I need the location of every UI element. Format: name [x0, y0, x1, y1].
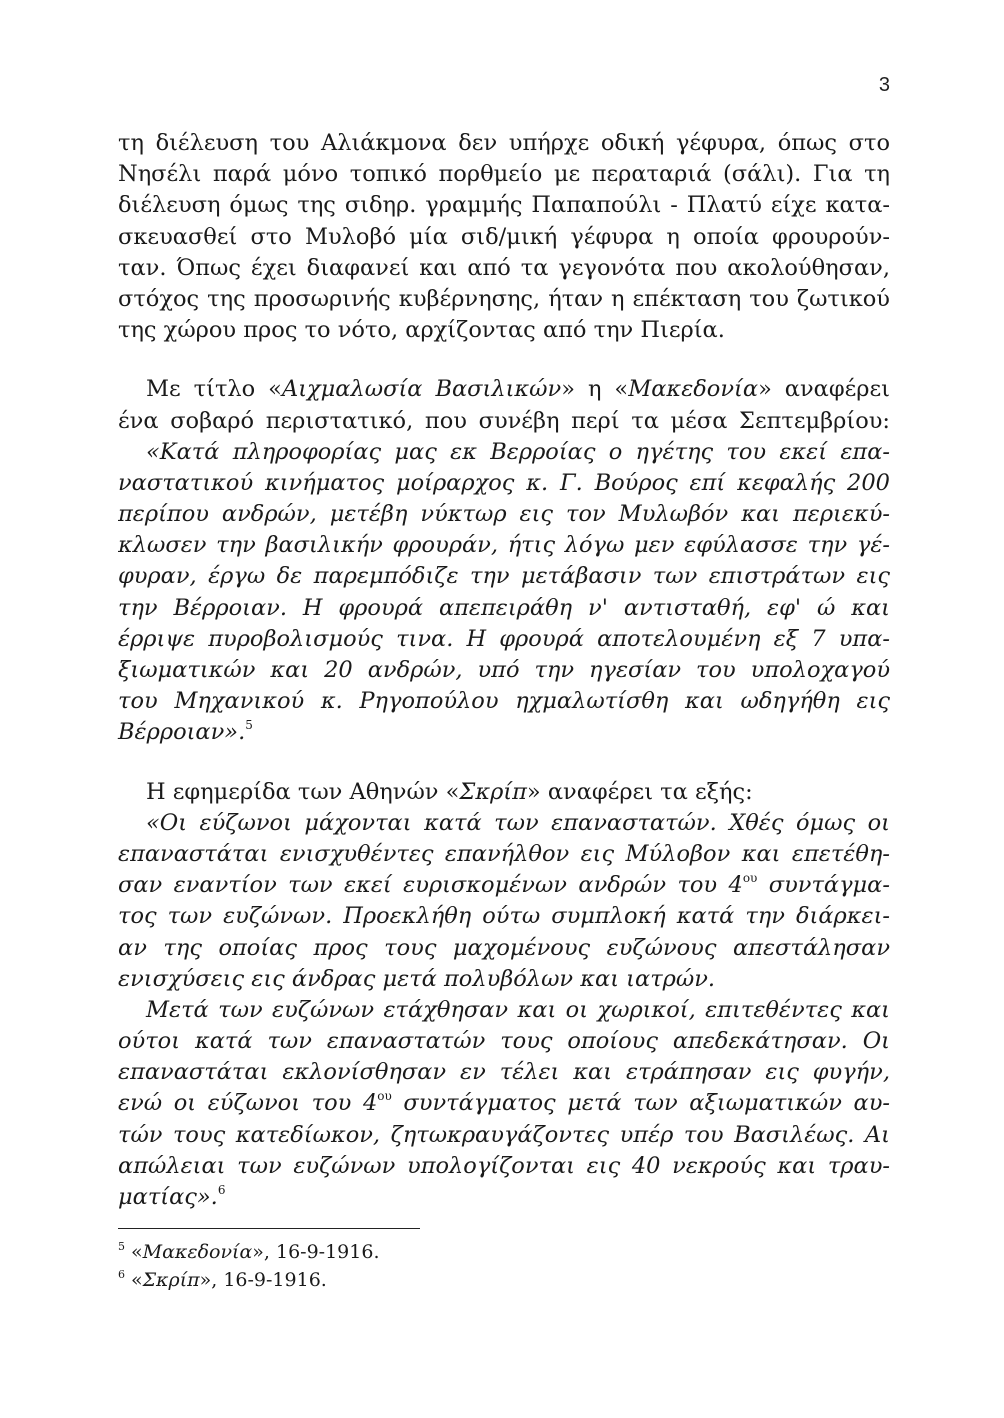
- quote-line: του Μηχανικού κ. Ρηγοπούλου ηχμαλωτίσθη και ωδηγήθη εις: [118, 688, 890, 715]
- intro-line: Με τίτλο «Αιχμαλωσία Βασιλικών» η «Μακεδονία» αναφέρει: [146, 376, 890, 403]
- newspaper-name: Σκρίπ: [459, 778, 527, 805]
- quote-block-2: [118, 808, 890, 1213]
- body-text: [118, 128, 890, 1213]
- quote-line: ενισχύσεις εις άνδρας μετά πολυβόλων και ιατρών.: [118, 965, 716, 992]
- quote-line: επαναστάται εκλονίσθησαν εν τέλει και ετράπησαν εις φυγήν,: [118, 1059, 890, 1086]
- text-line: της χώρου προς το νότο, αρχίζοντας από την Πιερία.: [118, 317, 725, 344]
- intro-line: Η εφημερίδα των Αθηνών «Σκρίπ» αναφέρει τα εξής:: [146, 778, 753, 805]
- text-line: σκευασθεί στο Μυλοβό μία σιδ/μική γέφυρα η οποία φρουρούν-: [118, 223, 890, 250]
- text-line: τη διέλευση του Αλιάκμονα δεν υπήρχε οδική γέφυρα, όπως στο: [118, 130, 890, 156]
- quote-line: ναστατικού κινήματος μοίραρχος κ. Γ. Βούρος επί κεφαλής 200: [118, 469, 890, 496]
- footnote: $^5$ «Μακεδονία», 16-9-1916.: [118, 1240, 380, 1263]
- newspaper-name: Μακεδονία: [628, 376, 759, 403]
- quote-line: Μετά των ευζώνων ετάχθησαν και οι χωρικοί, επιτεθέντες και: [146, 996, 890, 1023]
- quote-line: τών τους κατεδίωκον, ζητωκραυγάζοντες υπέρ του Βασιλέως. Αι: [118, 1121, 890, 1148]
- quote-line: απώλειαι των ευζώνων υπολογίζονται εις 40 νεκρούς και τραυ-: [118, 1152, 890, 1179]
- quote-line: κλωσεν την βασιλικήν φρουράν, ήτις λόγω μεν εφύλασσε την γέ-: [118, 532, 890, 559]
- text-line: ένα σοβαρό περιστατικό, που συνέβη περί τα μέσα Σεπτεμβρίου:: [118, 407, 890, 434]
- quote-line: «Κατά πληροφορίας μας εκ Βερροίας ο ηγέτης του εκεί επα-: [146, 438, 890, 465]
- footnote-rule: [118, 1228, 420, 1229]
- footnote-ref: 5: [245, 718, 253, 733]
- quote-line: Βέρροιαν».$^5$: [118, 718, 253, 746]
- quote-line: αν της οποίας προς τους μαχομένους ευζώνους απεστάλησαν: [118, 934, 890, 961]
- quote-line: έρριψε πυροβολισμούς τινα. Η φρουρά αποτελουμένη εξ 7 υπα-: [118, 625, 890, 652]
- text-line: διέλευση όμως της σιδηρ. γραμμής Παπαπούλι - Πλατύ είχε κατα-: [118, 192, 890, 219]
- quote-line: ξιωματικών και 20 ανδρών, υπό την ηγεσίαν του υπολοχαγού: [118, 657, 890, 683]
- paragraph-1: [118, 128, 890, 346]
- quote-line: ματίας».$^6$: [118, 1183, 226, 1210]
- footnote: $^6$ «Σκρίπ», 16-9-1916.: [118, 1268, 327, 1291]
- quote-line: τος των ευζώνων. Προεκλήθη ούτω συμπλοκή κατά την διάρκει-: [118, 903, 890, 930]
- quote-line: την Βέρροιαν. Η φρουρά απεπειράθη ν' αντισταθή, εφ' ώ και: [118, 594, 890, 621]
- quote-line: «Οι εύζωνοι μάχονται κατά των επαναστατών. Χθές όμως οι: [146, 809, 890, 836]
- page-number: 3: [878, 74, 890, 96]
- text-line: στόχος της προσωρινής κυβέρνησης, ήταν η επέκταση του ζωτικού: [118, 285, 890, 312]
- footnote-ref: 6: [217, 1183, 226, 1197]
- quote-line: ούτοι κατά των επαναστατών τους οποίους απεδεκάτησαν. Οι: [118, 1028, 890, 1055]
- text-line: Νησέλι παρά μόνο τοπικό πορθμείο με περαταριά (σάλι). Για τη: [118, 161, 890, 188]
- quote-line: σαν εναντίον των εκεί ευρισκομένων ανδρών του $4^{o\upsilon}$ συντάγμα-: [118, 871, 890, 899]
- quote-block-1: [118, 437, 890, 749]
- quote-line: επαναστάται ενισχυθέντες επανήλθον εις Μύλοβον και επετέθη-: [118, 840, 890, 867]
- quote-line: περίπου ανδρών, μετέβη νύκτωρ εις τον Μυλωβόν και περιεκύ-: [118, 501, 890, 528]
- footnotes: [118, 1238, 618, 1294]
- paragraph-2: [118, 374, 890, 405]
- quote-line: φυραν, έργω δε παρεμπόδιζε την μετάβασιν των επιστράτων εις: [118, 563, 890, 590]
- quote-line: ενώ οι εύζωνοι του $4^{o\upsilon}$ συντάγματος μετά των αξιωματικών αυ-: [118, 1089, 890, 1117]
- text-line: ταν. Όπως έχει διαφανεί και από τα γεγονότα που ακολούθησαν,: [118, 254, 890, 281]
- quoted-title: Αιχμαλωσία Βασιλικών: [281, 376, 562, 403]
